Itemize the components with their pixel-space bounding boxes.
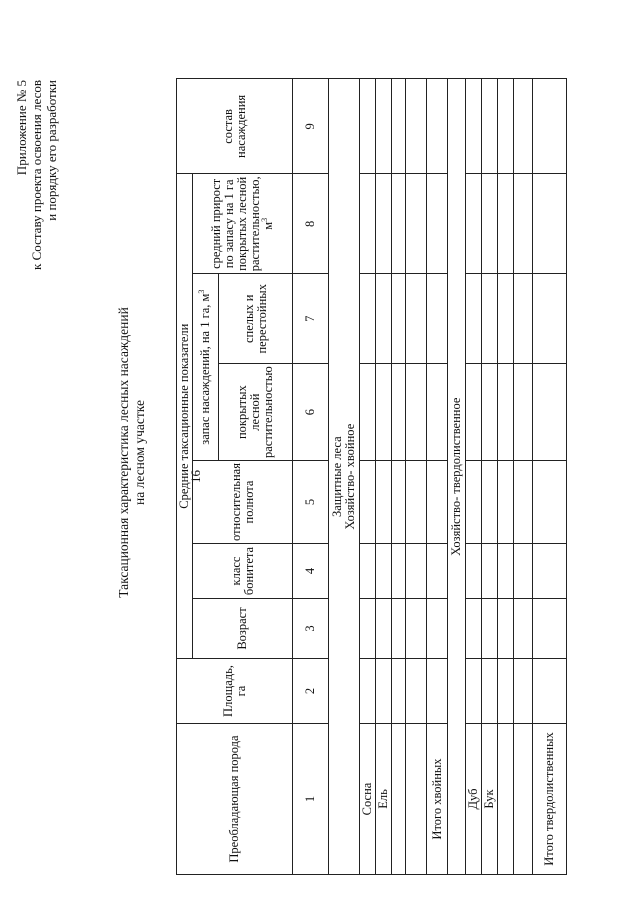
increment-unit-sup: 3	[259, 217, 269, 222]
appendix-line-2: к Составу проекта освоения лесов	[29, 80, 44, 270]
appendix-line-3: и порядку его разработки	[44, 80, 59, 221]
appendix-block	[14, 80, 59, 270]
section-protective: Защитные леса	[330, 436, 344, 518]
header-stock-covered: покрытых лесной растительностью	[219, 364, 293, 461]
section-hardwood: Хозяйство- твердолиственное	[448, 79, 466, 875]
header-area: Площадь, га	[177, 659, 293, 724]
document-title	[116, 0, 148, 905]
section-conifer: Хозяйство- хвойное	[343, 423, 357, 530]
header-stock-mature: спелых и перестойных	[219, 274, 293, 364]
section-header	[329, 79, 360, 875]
column-number: 1	[293, 724, 329, 875]
row-label-oak: Дуб	[466, 724, 482, 875]
column-number: 6	[293, 364, 329, 461]
row-label-total-conifer: Итого хвойных	[427, 724, 448, 875]
row-label-spruce: Ель	[376, 724, 392, 875]
header-species: Преобладающая порода	[177, 724, 293, 875]
header-age: Возраст	[193, 599, 293, 659]
column-number: 5	[293, 461, 329, 544]
header-composition: состав насаждения	[177, 79, 293, 174]
header-avg-group: Средние таксационные показатели	[177, 174, 193, 659]
column-number: 9	[293, 79, 329, 174]
page-number: 16	[188, 470, 203, 483]
stock-unit-sup: 3	[196, 289, 206, 294]
header-increment: средний прирост по запасу на 1 га покрытых лесной растительностью, $м^3$	[193, 174, 293, 274]
appendix-line-1: Приложение № 5	[14, 80, 29, 176]
column-number: 8	[293, 174, 329, 274]
taxation-table	[176, 78, 567, 875]
header-stock-group: запас насаждений, на 1 га, $м^3$	[193, 274, 219, 461]
column-number: 2	[293, 659, 329, 724]
header-density: относительная полнота	[193, 461, 293, 544]
title-line-2: на лесном участке	[132, 400, 147, 505]
column-number: 7	[293, 274, 329, 364]
title-line-1: Таксационная характеристика лесных насаждений	[116, 307, 131, 598]
row-label-pine: Сосна	[360, 724, 376, 875]
column-number: 4	[293, 544, 329, 599]
row-label-beech: Бук	[482, 724, 498, 875]
header-bonitet: класс бонитета	[193, 544, 293, 599]
row-label-total-hardwood: Итого твердолиственных	[533, 724, 567, 875]
column-number: 3	[293, 599, 329, 659]
